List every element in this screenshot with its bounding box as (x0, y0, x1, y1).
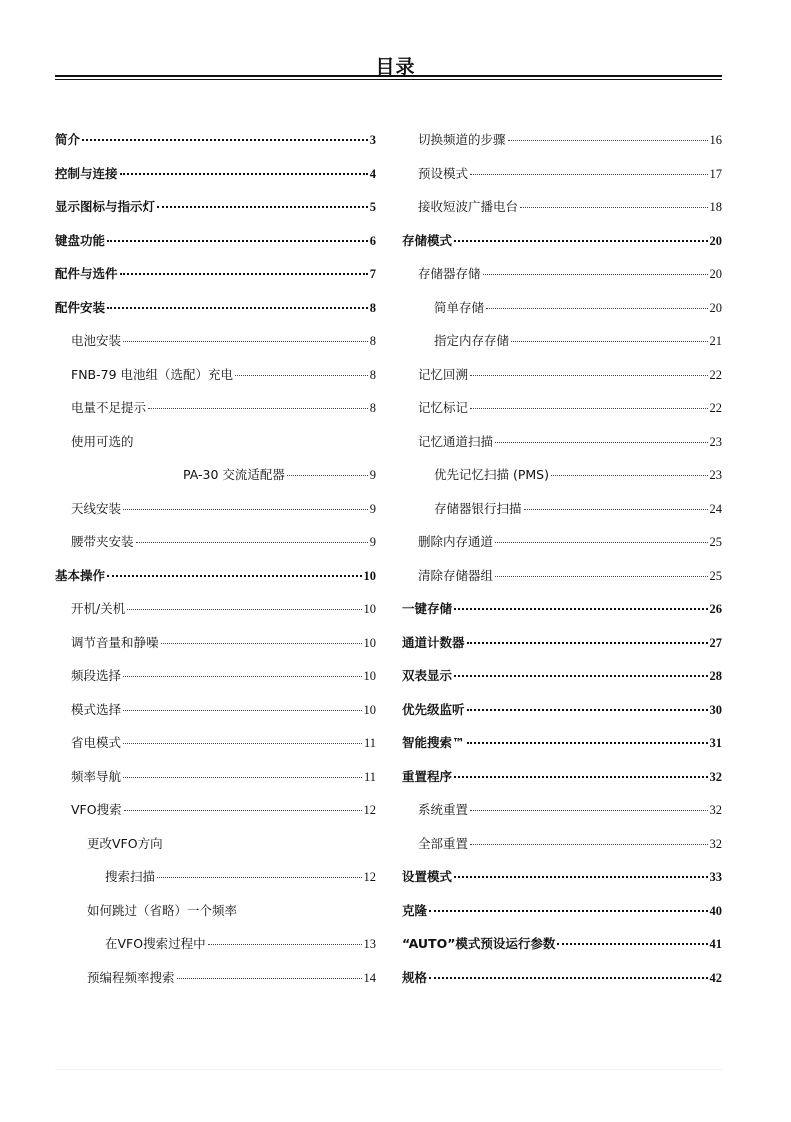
dot-leader (429, 910, 707, 912)
toc-entry-label: 切换频道的步骤 (418, 132, 506, 147)
toc-entry[interactable] (402, 231, 722, 265)
toc-entry-label: 配件与选件 (55, 266, 118, 281)
toc-entry-page: 20 (709, 300, 722, 315)
toc-entry-page: 8 (369, 367, 376, 382)
toc-entry[interactable] (402, 599, 722, 633)
toc-entry-label: 设置模式 (402, 869, 453, 884)
toc-entry[interactable] (55, 867, 376, 901)
dot-leader (495, 576, 707, 577)
toc-entry-label: “AUTO”模式预设运行参数 (402, 936, 556, 951)
dot-leader (520, 207, 707, 208)
dot-leader (508, 140, 708, 141)
toc-entry[interactable] (402, 331, 722, 365)
toc-entry[interactable] (402, 633, 722, 667)
dot-leader (495, 442, 707, 443)
toc-entry[interactable] (55, 633, 376, 667)
toc-entry[interactable] (55, 130, 376, 164)
dot-leader (136, 542, 368, 543)
toc-entry[interactable] (402, 130, 722, 164)
toc-entry[interactable] (55, 767, 376, 801)
toc-entry-page: 5 (369, 200, 376, 214)
toc-entry-label: 基本操作 (55, 567, 106, 583)
toc-entry-page: 42 (709, 970, 722, 985)
dot-leader (470, 174, 707, 175)
toc-entry-label: 接收短波广播电台 (418, 199, 519, 214)
toc-entry[interactable] (55, 532, 376, 566)
toc-entry-page: 8 (369, 401, 376, 415)
toc-entry[interactable] (55, 934, 376, 968)
dot-leader (123, 341, 368, 342)
dot-leader (524, 509, 708, 510)
toc-entry-label: 双表显示 (402, 668, 453, 683)
toc-column-right (402, 130, 722, 1001)
toc-entry-page: 33 (709, 870, 722, 884)
dot-leader (123, 509, 368, 510)
toc-entry-page: 7 (369, 267, 376, 281)
toc-entry[interactable] (55, 800, 376, 834)
toc-entry-page: 41 (709, 937, 722, 951)
dot-leader (235, 375, 368, 376)
toc-entry-label: 显示图标与指示灯 (55, 199, 156, 214)
toc-entry-label: 电量不足提示 (71, 400, 147, 415)
dot-leader (82, 139, 368, 141)
toc-entry-label: 存储器银行扫描 (434, 500, 522, 516)
toc-entry-page: 6 (369, 233, 376, 248)
toc-entry-label: 重置程序 (402, 768, 453, 784)
toc-entry-page: 31 (709, 736, 722, 750)
toc-entry-page: 22 (709, 367, 722, 382)
toc-entry-label: 腰带夹安装 (71, 534, 134, 549)
toc-entry-page: 13 (363, 937, 376, 951)
toc-entry-label: 预编程频率搜索 (87, 969, 175, 985)
dot-leader (177, 978, 362, 979)
toc-entry-label: 模式选择 (71, 701, 122, 717)
toc-entry-page: 40 (709, 903, 722, 918)
dot-leader (148, 408, 368, 409)
toc-entry-label: 优先记忆扫描 (PMS) (434, 467, 549, 482)
toc-entry-label: 搜索扫描 (105, 869, 156, 884)
toc-entry[interactable] (55, 733, 376, 767)
toc-entry-label: 更改VFO方向 (87, 835, 163, 851)
toc-entry-page: 8 (369, 334, 376, 348)
toc-entry-page: 28 (709, 669, 722, 683)
toc-entry-label: 省电模式 (71, 735, 122, 750)
toc-entry-page: 23 (709, 434, 722, 449)
toc-entry-label: 使用可选的 (71, 433, 134, 449)
toc-entry[interactable] (402, 867, 722, 901)
toc-entry[interactable] (402, 532, 722, 566)
toc-entry-page: 17 (709, 166, 722, 181)
toc-entry-label: 简单存储 (434, 299, 485, 315)
toc-entry[interactable] (55, 465, 376, 499)
toc-entry-label: 一键存储 (402, 601, 453, 616)
toc-entry[interactable] (55, 566, 376, 600)
toc-entry-label: 克隆 (402, 902, 428, 918)
dot-leader (467, 642, 708, 644)
toc-entry-page: 20 (709, 233, 722, 248)
toc-entry-page: 25 (709, 568, 722, 583)
toc-entry[interactable] (55, 231, 376, 265)
toc-entry[interactable] (55, 298, 376, 332)
toc-entry-page: 10 (363, 635, 376, 650)
toc-entry-page: 32 (709, 836, 722, 851)
toc-entry[interactable] (55, 968, 376, 1002)
toc-entry-page: 11 (363, 769, 376, 784)
toc-entry-label: 开机/关机 (71, 601, 126, 616)
toc-entry-label: VFO搜索 (71, 802, 122, 817)
toc-entry-page: 10 (363, 702, 376, 717)
toc-entry-label: 存储模式 (402, 232, 453, 248)
toc-entry-page: 30 (709, 702, 722, 717)
toc-entry[interactable] (402, 666, 722, 700)
toc-entry-label: 频段选择 (71, 668, 122, 683)
dot-leader (470, 375, 707, 376)
dot-leader (127, 609, 361, 610)
toc-entry[interactable] (402, 465, 722, 499)
toc-entry-label: FNB-79 电池组（选配）充电 (71, 366, 234, 382)
title-rule-thick (55, 75, 722, 77)
toc-entry-page: 25 (709, 535, 722, 549)
toc-entry[interactable] (402, 767, 722, 801)
toc-entry-label: 天线安装 (71, 500, 122, 516)
dot-leader (123, 710, 361, 711)
toc-entry-page: 9 (369, 468, 376, 482)
toc-entry-page: 3 (369, 133, 376, 147)
toc-entry-label: 记忆通道扫描 (418, 433, 494, 449)
toc-entry-label: 电池安装 (71, 333, 122, 348)
toc-entry-label: 如何跳过（省略）一个频率 (87, 902, 238, 918)
toc-entry-page: 10 (363, 602, 376, 616)
toc-entry-page: 9 (369, 535, 376, 549)
dot-leader (483, 274, 708, 275)
dot-leader (208, 944, 362, 945)
toc-entry-label: 优先级监听 (402, 701, 465, 717)
toc-entry-page: 14 (363, 970, 376, 985)
toc-entry[interactable] (402, 566, 722, 600)
toc-entry-page: 18 (709, 200, 722, 214)
toc-entry-page: 24 (709, 501, 722, 516)
toc-entry-page: 22 (709, 401, 722, 415)
toc-entry[interactable] (402, 934, 722, 968)
dot-leader (557, 943, 707, 945)
toc-entry[interactable] (55, 499, 376, 533)
toc-entry[interactable] (55, 666, 376, 700)
toc-entry[interactable] (402, 800, 722, 834)
toc-entry-page: 32 (709, 803, 722, 817)
toc-entry-page: 16 (709, 133, 722, 147)
toc-entry[interactable] (55, 432, 376, 466)
dot-leader (470, 408, 707, 409)
dot-leader (161, 643, 362, 644)
toc-entry-label: 指定内存存储 (434, 333, 510, 348)
dot-leader (467, 742, 708, 744)
toc-entry-label: 删除内存通道 (418, 534, 494, 549)
toc-entry-label: 控制与连接 (55, 165, 118, 181)
dot-leader (123, 676, 361, 677)
dot-leader (107, 240, 368, 242)
toc-entry[interactable] (402, 298, 722, 332)
toc-entry[interactable] (55, 599, 376, 633)
toc-entry[interactable] (402, 432, 722, 466)
dot-leader (107, 307, 368, 309)
dot-leader (467, 709, 708, 711)
dot-leader (486, 308, 707, 309)
dot-leader (454, 608, 707, 610)
toc-entry-label: 智能搜索™ (402, 735, 465, 750)
toc-entry-page: 9 (369, 501, 376, 516)
toc-entry[interactable] (55, 164, 376, 198)
title-rule-thin (55, 79, 722, 80)
toc-entry[interactable] (55, 700, 376, 734)
page-title: 目录 (375, 56, 416, 78)
dot-leader (551, 475, 708, 476)
dot-leader (495, 542, 707, 543)
toc-entry-label: 频率导航 (71, 768, 122, 784)
toc-entry-label: 全部重置 (418, 835, 469, 851)
toc-entry[interactable] (55, 264, 376, 298)
toc-entry-label: 记忆回溯 (418, 366, 469, 382)
toc-entry[interactable] (402, 264, 722, 298)
dot-leader (454, 776, 707, 778)
toc-entry-page: 12 (363, 870, 376, 884)
toc-entry-label: 调节音量和静噪 (71, 634, 159, 650)
toc-entry-page: 10 (363, 568, 376, 583)
toc-entry[interactable] (55, 331, 376, 365)
dot-leader (454, 876, 707, 878)
dot-leader (124, 810, 362, 811)
toc-entry-page: 26 (709, 602, 722, 616)
toc-entry-page: 20 (709, 267, 722, 281)
toc-entry[interactable] (55, 834, 376, 868)
toc-entry-label: 在VFO搜索过程中 (105, 936, 206, 951)
toc-entry[interactable] (402, 197, 722, 231)
toc-entry[interactable] (402, 733, 722, 767)
toc-entry-page: 32 (709, 769, 722, 784)
toc-entry-page: 12 (363, 803, 376, 817)
toc-entry-label: 通道计数器 (402, 634, 465, 650)
toc-entry-label: 预设模式 (418, 165, 469, 181)
dot-leader (120, 273, 368, 275)
dot-leader (123, 743, 362, 744)
dot-leader (123, 777, 362, 778)
toc-entry[interactable] (402, 499, 722, 533)
toc-entry-label: 清除存储器组 (418, 567, 494, 583)
dot-leader (511, 341, 707, 342)
dot-leader (470, 844, 707, 845)
toc-entry[interactable] (55, 365, 376, 399)
dot-leader (470, 810, 707, 811)
dot-leader (157, 206, 368, 208)
toc-entry[interactable] (402, 164, 722, 198)
dot-leader (287, 475, 368, 476)
toc-entry-label: 记忆标记 (418, 400, 469, 415)
toc-entry-label: 规格 (402, 969, 428, 985)
toc-entry[interactable] (55, 398, 376, 432)
dot-leader (454, 240, 707, 242)
toc-entry-label: 键盘功能 (55, 232, 106, 248)
toc-entry[interactable] (55, 197, 376, 231)
toc-entry[interactable] (402, 968, 722, 1002)
toc-column-left (55, 130, 376, 1001)
toc-entry[interactable] (402, 901, 722, 935)
toc-entry-page: 21 (709, 334, 722, 348)
toc-entry[interactable] (402, 365, 722, 399)
dot-leader (429, 977, 707, 979)
toc-entry[interactable] (402, 700, 722, 734)
toc-entry[interactable] (402, 398, 722, 432)
toc-entry-page: 23 (709, 468, 722, 482)
toc-entry-label: 简介 (55, 132, 81, 147)
dot-leader (120, 173, 368, 175)
toc-entry[interactable] (402, 834, 722, 868)
toc-entry-label: PA-30 交流适配器 (183, 467, 285, 482)
dot-leader (157, 877, 361, 878)
footer-rule (55, 1069, 722, 1070)
dot-leader (454, 675, 707, 677)
toc-entry[interactable] (55, 901, 376, 935)
toc-entry-label: 配件安装 (55, 299, 106, 315)
toc-entry-page: 11 (363, 736, 376, 750)
toc-entry-page: 8 (369, 300, 376, 315)
toc-entry-page: 27 (709, 635, 722, 650)
toc-entry-page: 10 (363, 669, 376, 683)
dot-leader (107, 575, 361, 577)
toc-entry-page: 4 (369, 166, 376, 181)
toc-entry-label: 存储器存储 (418, 266, 481, 281)
toc-entry-label: 系统重置 (418, 802, 469, 817)
